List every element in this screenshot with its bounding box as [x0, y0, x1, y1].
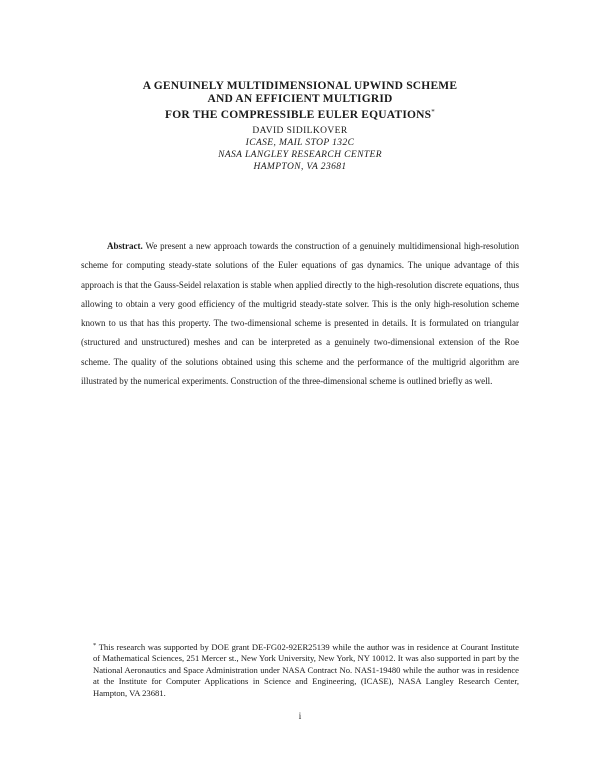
paper-title-line-3 — [0, 106, 600, 122]
title-footnote-mark: * — [431, 108, 435, 116]
affiliation-line-1: ICASE, MAIL STOP 132C — [245, 138, 355, 148]
affiliation-line-2: NASA LANGLEY RESEARCH CENTER — [218, 150, 382, 160]
affiliation-line-3: HAMPTON, VA 23681 — [253, 162, 347, 172]
abstract-paragraph — [81, 237, 519, 391]
footnote-mark: * — [93, 642, 97, 649]
title-block — [0, 80, 600, 173]
paper-title-line-2: AND AN EFFICIENT MULTIGRID — [207, 93, 393, 105]
paper-title-line-3-text: FOR THE COMPRESSIBLE EULER EQUATIONS — [165, 109, 432, 121]
author-name: DAVID SIDILKOVER — [252, 126, 348, 136]
abstract-label: Abstract. — [107, 241, 143, 251]
footnote — [93, 640, 519, 699]
abstract-text: We present a new approach towards the construction of a genuinely multidimensional high-resolution scheme for computing steady-state solutions of the Euler equations of gas dynamics. The unique advantage of this approach is that the Gauss-Seidel relaxation is stable when applied directly to the high-resolution discrete equations, thus allowing to obtain a very good efficiency of the multigrid steady-state solver. This is the only high-resolution scheme known to us that has this property. The two-dimensional scheme is presented in details. It is formulated on triangular (structured and unstructured) meshes and can be interpreted as a genuinely two-dimensional extension of the Roe scheme. The quality of the solutions obtained using this scheme and the performance of the multigrid algorithm are illustrated by the numerical experiments. Construction of the three-dimensional scheme is outlined briefly as well. — [81, 241, 519, 387]
footnote-text: This research was supported by DOE grant DE-FG02-92ER25139 while the author was in residence at Courant Institute of Mathematical Sciences, 251 Mercer st., New York University, New York, NY 10012. It was also supported in part by the National Aeronautics and Space Administration under NASA Contract No. NAS1-19480 while the author was in residence at the Institute for Computer Applications in Science and Engineering, (ICASE), NASA Langley Research Center, Hampton, VA 23681. — [93, 642, 519, 698]
page-number: i — [298, 711, 302, 721]
paper-title-line-1: A GENUINELY MULTIDIMENSIONAL UPWIND SCHEME — [142, 80, 458, 92]
